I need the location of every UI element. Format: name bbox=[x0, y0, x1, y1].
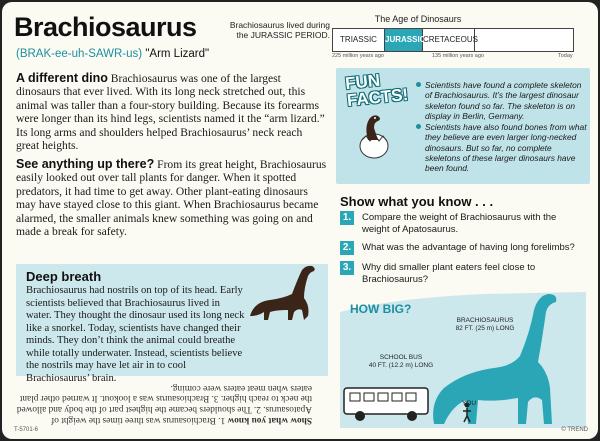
section-heading: A different dino bbox=[16, 71, 108, 85]
section-heading: See anything up there? bbox=[16, 157, 155, 171]
timeline-tick-end: Today bbox=[558, 53, 573, 59]
fun-fact-item bbox=[416, 122, 588, 173]
page-title: Brachiosaurus bbox=[14, 12, 197, 42]
timeline-tick-start: 225 million years ago bbox=[332, 53, 384, 59]
era-label-line1: Brachiosaurus lived during bbox=[229, 20, 330, 30]
answers-text: 1. Brachiosaurus was three times the weight of Apatosaurus. 2. The shoulders became the highest part of the body and allowed the neck to reach higher. 3. Brachiosaurus was a lookout. It warned other plant eaters when meat eaters were coming. bbox=[16, 382, 312, 426]
question-text: What was the advantage of having long forelimbs? bbox=[362, 242, 575, 253]
section-text: From its great height, Brachiosaurus easily looked out over tall plants for danger. When it spotted predators, it had time to get away. Other plant-eating dinosaurs may have stayed close to this giant. When Brachiosaurus became alarmed, the smaller animals knew something was going on and made a break for safety. bbox=[16, 158, 327, 239]
question-number: 2. bbox=[340, 241, 354, 255]
timeline-tick-mid: 135 million years ago bbox=[432, 53, 484, 59]
activity-card bbox=[2, 2, 598, 439]
product-code: T-5701-6 bbox=[14, 427, 39, 433]
period-jurassic: JURASSIC bbox=[385, 29, 423, 51]
brachiosaurus-silhouette-icon bbox=[244, 264, 328, 324]
period-cretaceous: CRETACEOUS bbox=[423, 29, 475, 51]
section-different-dino bbox=[16, 72, 328, 152]
hatching-egg-icon bbox=[350, 110, 396, 160]
age-timeline bbox=[332, 28, 574, 52]
pronunciation-phonetic: (BRAK-ee-uh-SAWR-us) bbox=[16, 48, 143, 60]
copyright: © TREND bbox=[561, 427, 588, 433]
question-text: Why did smaller plant eaters feel close to Brachiosaurus? bbox=[362, 262, 536, 285]
fun-fact-text: Scientists have found a complete skeleton of Brachiosaurus. It’s the largest dinosaur skeleton found so far. The skeleton is on display in Berlin, Germany. bbox=[425, 80, 582, 121]
question-2 bbox=[340, 241, 590, 257]
deep-breath-heading: Deep breath bbox=[26, 269, 102, 284]
fun-fact-text: Scientists have also found bones from what they believe are even larger long-necked dinosaurs. But so far, no complete skeletons of these larger dinosaurs have been found. bbox=[425, 122, 587, 174]
show-what-you-know-heading: Show what you know . . . bbox=[340, 194, 494, 209]
deep-breath-panel bbox=[16, 264, 328, 384]
upside-down-answers bbox=[16, 382, 312, 425]
bullet-icon bbox=[416, 124, 421, 129]
bus-name-label: SCHOOL BUS bbox=[379, 354, 423, 361]
fun-facts-title: FUN FACTS! bbox=[344, 70, 410, 111]
question-number: 3. bbox=[340, 261, 354, 275]
question-text: Compare the weight of Brachiosaurus with the weight of Apatosaurus. bbox=[362, 212, 557, 235]
bus-size-label bbox=[356, 354, 446, 370]
question-number: 1. bbox=[340, 211, 354, 225]
deep-breath-text: Brachiosaurus had nostrils on top of its head. Early scientists believed that Brachiosaurus lived in water. They thought the dinosaur used its long neck like a snorkel. Today, scientists have changed their minds. They don’t think the animal could breathe while totally underwater. Instead, scientists believe the nostrils may have let air in to cool Brachiosaurus’ brain. bbox=[26, 285, 245, 384]
section-see-anything bbox=[16, 158, 330, 238]
question-1 bbox=[340, 211, 590, 237]
period-triassic: TRIASSIC bbox=[333, 29, 385, 51]
bus-length-label: 40 FT. (12.2 m) LONG bbox=[368, 362, 434, 369]
era-label bbox=[224, 20, 330, 40]
answers-heading: Show what you know bbox=[227, 415, 312, 426]
how-big-title: HOW BIG? bbox=[350, 302, 412, 316]
fun-fact-item bbox=[416, 80, 588, 121]
pronunciation bbox=[16, 48, 209, 60]
brachiosaurus-size-label bbox=[440, 317, 530, 333]
question-3 bbox=[340, 261, 590, 287]
brachiosaurus-length-label: 82 FT. (25 m) LONG bbox=[455, 325, 515, 332]
brachiosaurus-name-label: BRACHIOSAURUS bbox=[456, 317, 514, 324]
timeline-title: The Age of Dinosaurs bbox=[374, 14, 462, 24]
fun-facts-list bbox=[416, 80, 588, 175]
you-label: YOU bbox=[461, 400, 477, 407]
pronunciation-meaning: "Arm Lizard" bbox=[145, 48, 210, 60]
bullet-icon bbox=[416, 82, 421, 87]
era-label-line2: the JURASSIC PERIOD. bbox=[236, 30, 330, 40]
section-text: Brachiosaurus was one of the largest dinosaurs that ever lived. With its long neck stretched out, this animal was taller than a four-story building. Because its forearms were longer than its hind legs, scientists named it the “arm lizard.” Its long arms and shoulders helped Brachiosaurus’ neck reach great heights. bbox=[16, 72, 325, 153]
